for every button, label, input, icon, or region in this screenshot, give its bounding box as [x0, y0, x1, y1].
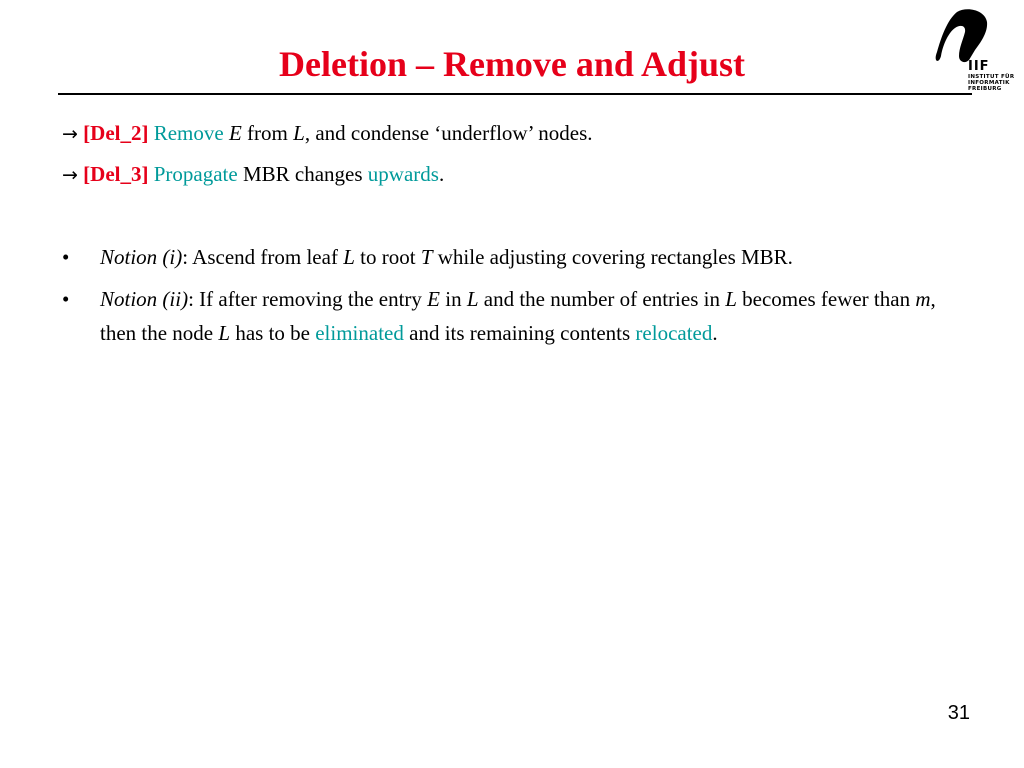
bullet-text: has to be	[230, 321, 316, 345]
bullet-text: : Ascend from leaf	[182, 245, 344, 269]
bullet-text: in	[440, 287, 467, 311]
notion-label: Notion (i)	[100, 245, 183, 269]
step-del-3	[62, 160, 444, 189]
bullet-variable: m	[915, 287, 931, 311]
bullet-text: .	[712, 321, 718, 345]
step-text: .	[438, 162, 445, 186]
list-item	[62, 282, 968, 350]
step-keyword: Remove	[153, 121, 224, 145]
bullet-variable: L	[466, 287, 479, 311]
step-text: from	[247, 121, 288, 145]
arrow-right-icon: →	[62, 123, 78, 145]
step-tag: [Del_3]	[83, 162, 149, 186]
page-number: 31	[947, 702, 970, 724]
bullet-icon: •	[62, 245, 70, 269]
logo-text: IIF	[968, 59, 990, 74]
list-item	[62, 240, 968, 274]
step-tag: [Del_2]	[83, 121, 149, 145]
bullet-text: becomes fewer than	[736, 287, 916, 311]
bullet-text: while adjusting covering rectangles MBR.	[432, 245, 793, 269]
step-keyword: upwards	[367, 162, 439, 186]
bullet-variable: L	[725, 287, 737, 311]
bullet-text: to root	[354, 245, 421, 269]
highlight-text: eliminated	[315, 321, 404, 345]
arrow-right-icon: →	[62, 164, 78, 186]
step-variable: L	[293, 121, 305, 145]
step-text: , and condense ‘underflow’ nodes.	[304, 121, 593, 145]
notion-label: Notion (ii)	[100, 287, 189, 311]
step-variable: E	[228, 121, 242, 145]
bullet-icon: •	[62, 287, 70, 311]
title-divider	[58, 93, 972, 95]
highlight-text: relocated	[635, 321, 713, 345]
notion-list	[62, 240, 968, 358]
slide-title: Deletion – Remove and Adjust	[279, 44, 745, 84]
bullet-variable: T	[420, 245, 433, 269]
bullet-text: and its remaining contents	[403, 321, 636, 345]
step-text: MBR changes	[242, 162, 363, 186]
bullet-text: , then the node	[100, 287, 936, 345]
step-del-2	[62, 119, 593, 148]
logo-subtitle: INSTITUT FÜR INFORMATIK FREIBURG	[968, 74, 1015, 92]
institute-logo	[935, 8, 1015, 92]
bullet-variable: E	[427, 287, 440, 311]
bullet-variable: L	[343, 245, 355, 269]
bullet-text: and the number of entries in	[478, 287, 726, 311]
bullet-variable: L	[218, 321, 231, 345]
step-keyword: Propagate	[153, 162, 238, 186]
bullet-text: : If after removing the entry	[188, 287, 428, 311]
